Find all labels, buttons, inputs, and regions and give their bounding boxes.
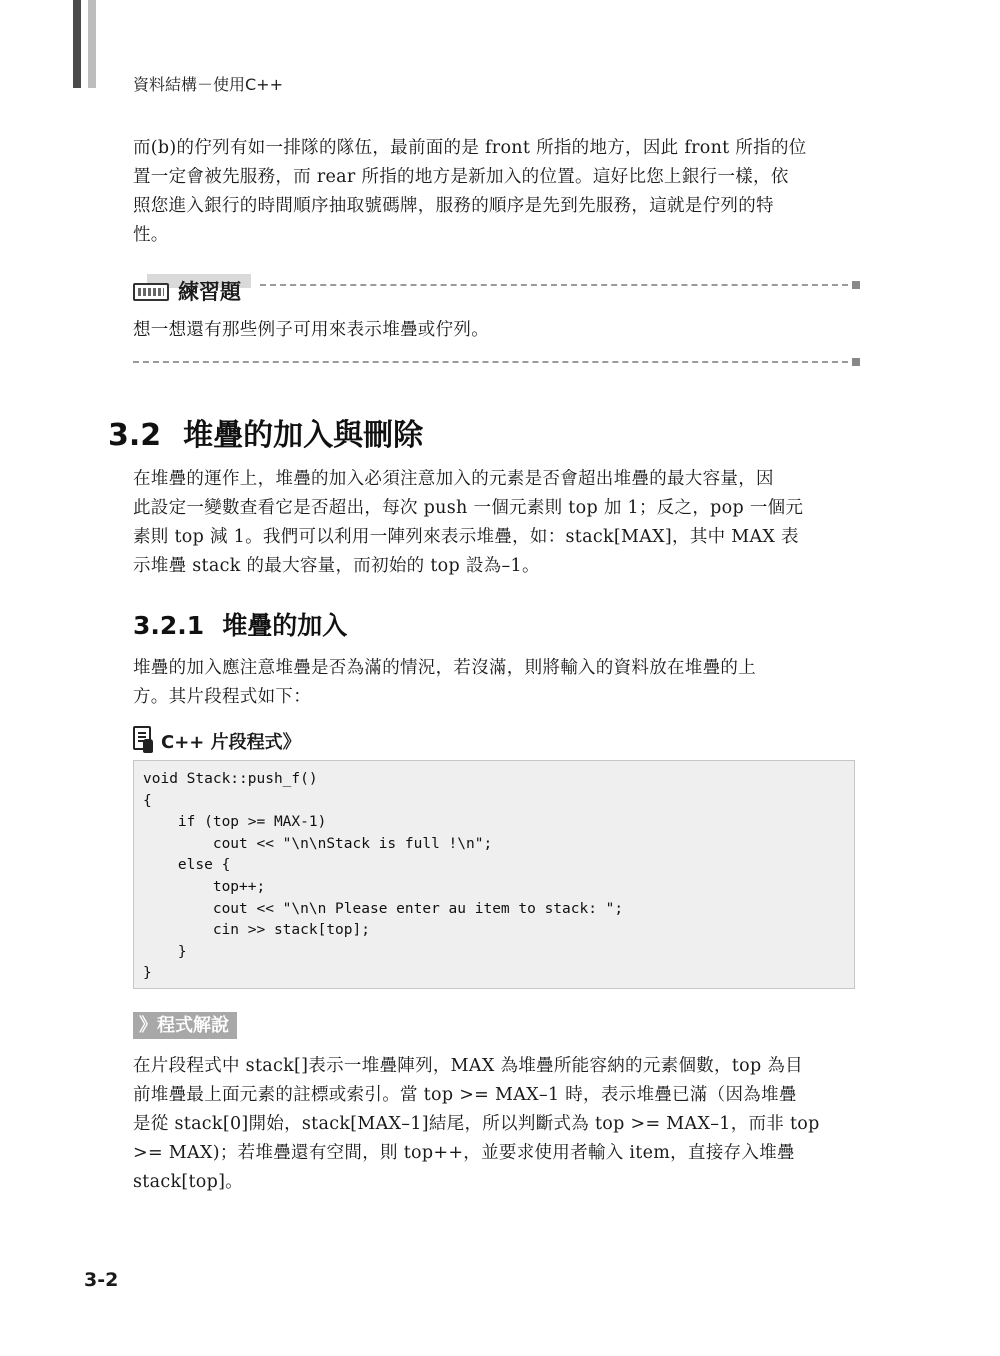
exercise-header <box>133 274 863 308</box>
text-line: 置一定會被先服務，而 rear 所指的地方是新加入的位置。這好比您上銀行一樣，依 <box>133 167 789 187</box>
exercise-text: 想一想還有那些例子可用來表示堆疊或佇列。 <box>133 320 489 340</box>
header-bar-dark <box>73 0 81 88</box>
exercise-title: 練習題 <box>178 280 241 304</box>
intro-paragraph <box>133 134 857 250</box>
subsection-title: 堆疊的加入 <box>222 611 348 640</box>
text-line: 前堆疊最上面元素的註標或索引。當 top >= MAX–1 時，表示堆疊已滿（因為堆疊 <box>133 1085 797 1105</box>
code-label-text: C++ 片段程式》 <box>161 732 301 753</box>
code-block <box>133 760 855 989</box>
running-header: 資料結構－使用C++ <box>133 75 283 94</box>
subsection-paragraph <box>133 654 857 712</box>
text-line: 示堆疊 stack 的最大容量，而初始的 top 設為–1。 <box>133 556 540 576</box>
keyboard-icon <box>133 283 169 301</box>
code-line: { <box>143 792 152 809</box>
section-heading <box>108 410 423 454</box>
text-line: stack[top]。 <box>133 1172 244 1192</box>
pointer-hand-icon <box>143 739 153 753</box>
text-line: 照您進入銀行的時間順序抽取號碼牌，服務的順序是先到先服務，這就是佇列的特 <box>133 196 774 216</box>
explanation-label: 》程式解說 <box>133 1012 237 1039</box>
header-bar-light <box>88 0 96 88</box>
text-line: 方。其片段程式如下： <box>133 687 311 707</box>
code-line: } <box>143 943 187 960</box>
divider-end-mark <box>852 358 860 366</box>
code-line: } <box>143 965 152 982</box>
text-line: 性。 <box>133 225 169 245</box>
divider-end-mark <box>852 281 860 289</box>
text-line: 在堆疊的運作上，堆疊的加入必須注意加入的元素是否會超出堆疊的最大容量，因 <box>133 469 774 489</box>
section-number: 3.2 <box>108 418 162 453</box>
text-line: 是從 stack[0]開始，stack[MAX–1]結尾，所以判斷式為 top >= MAX–1，而非 top <box>133 1114 820 1134</box>
code-line: else { <box>143 857 231 874</box>
code-line: cout << "\n\nStack is full !\n"; <box>143 835 493 852</box>
text-line: 堆疊的加入應注意堆疊是否為滿的情況，若沒滿，則將輸入的資料放在堆疊的上 <box>133 658 756 678</box>
code-line: cout << "\n\n Please enter au item to stack: "; <box>143 900 624 917</box>
code-line: top++; <box>143 878 266 895</box>
section-title: 堆疊的加入與刪除 <box>183 418 424 453</box>
section-paragraph <box>133 465 857 581</box>
code-line: cin >> stack[top]; <box>143 922 370 939</box>
exercise-bottom-divider <box>133 361 848 363</box>
code-line: if (top >= MAX-1) <box>143 814 327 831</box>
subsection-heading <box>133 606 347 642</box>
text-line: 在片段程式中 stack[]表示一堆疊陣列，MAX 為堆疊所能容納的元素個數，top 為目 <box>133 1056 803 1076</box>
text-line: 而(b)的佇列有如一排隊的隊伍，最前面的是 front 所指的地方，因此 front 所指的位 <box>133 138 807 158</box>
page-number: 3-2 <box>84 1269 119 1291</box>
exercise-top-divider <box>260 284 848 286</box>
text-line: >= MAX)；若堆疊還有空間，則 top++，並要求使用者輸入 item，直接存入堆疊 <box>133 1143 795 1163</box>
text-line: 此設定一變數查看它是否超出，每次 push 一個元素則 top 加 1；反之，pop 一個元 <box>133 498 804 518</box>
code-line: void Stack::push_f() <box>143 771 318 787</box>
subsection-number: 3.2.1 <box>133 611 205 640</box>
text-line: 素則 top 減 1。我們可以利用一陣列來表示堆疊，如：stack[MAX]，其中 MAX 表 <box>133 527 799 547</box>
explanation-paragraph <box>133 1052 857 1197</box>
